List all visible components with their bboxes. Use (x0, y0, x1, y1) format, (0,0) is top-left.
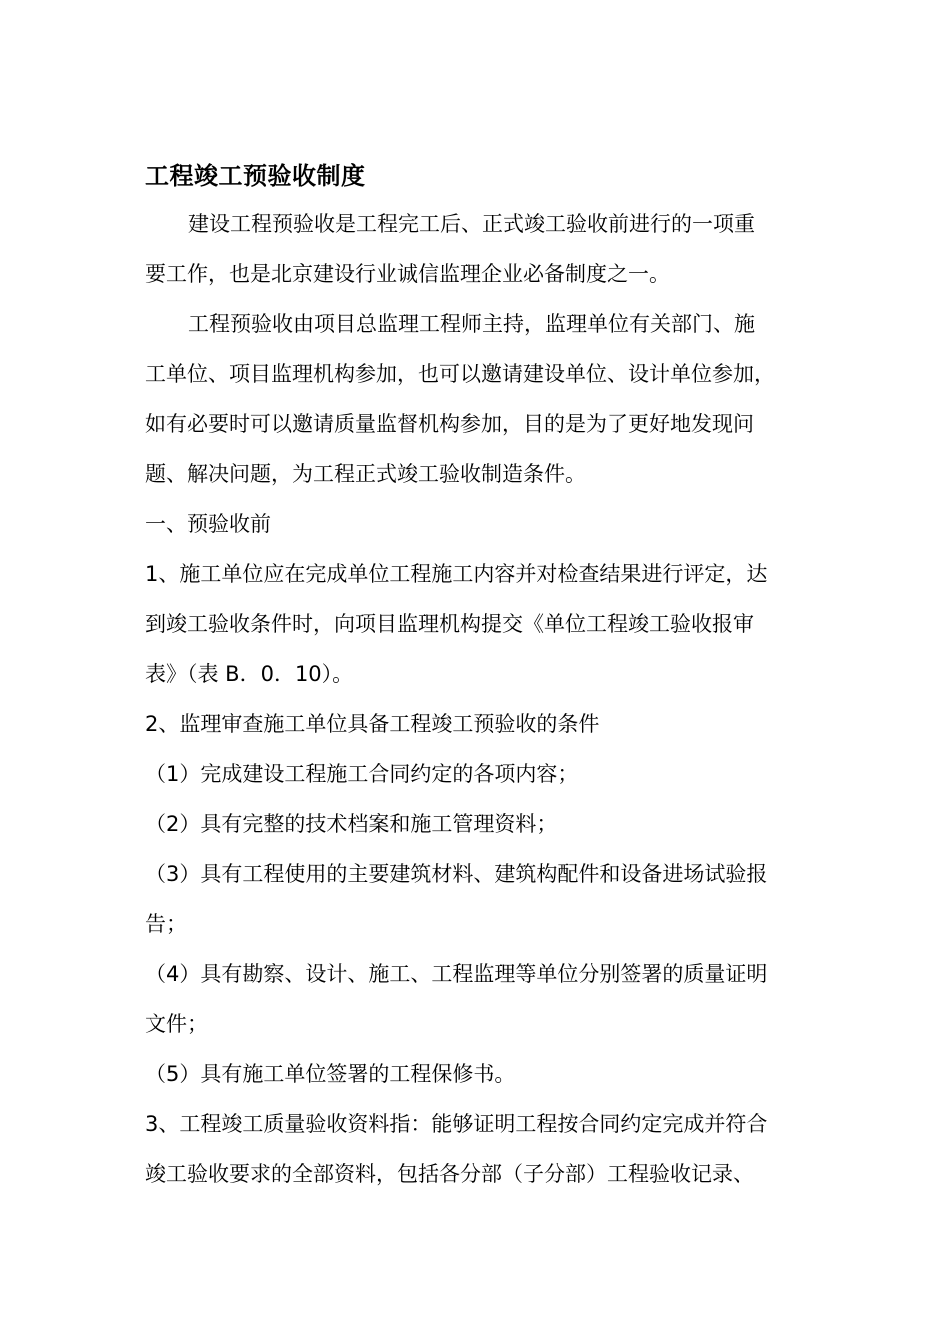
item-1-line-3: 表》（表 B．0．10）。 (145, 662, 354, 686)
paragraph-line-1: 建设工程预验收是工程完工后、正式竣工验收前进行的一项重 (188, 212, 755, 236)
paragraph-line-6: 题、解决问题，为工程正式竣工验收制造条件。 (145, 462, 586, 486)
condition-3-line-2: 告； (145, 912, 187, 936)
paragraph-line-5: 如有必要时可以邀请质量监督机构参加，目的是为了更好地发现问 (145, 412, 754, 436)
item-2-heading: 2、监理审查施工单位具备工程竣工预验收的条件 (145, 712, 600, 736)
condition-3-line-1: （3）具有工程使用的主要建筑材料、建筑构配件和设备进场试验报 (145, 862, 768, 886)
section-heading: 一、预验收前 (145, 512, 271, 536)
paragraph-line-2: 要工作，也是北京建设行业诚信监理企业必备制度之一。 (145, 262, 670, 286)
condition-4-line-1: （4）具有勘察、设计、施工、工程监理等单位分别签署的质量证明 (145, 962, 768, 986)
item-3-line-1: 3、工程竣工质量验收资料指：能够证明工程按合同约定完成并符合 (145, 1112, 768, 1136)
document-title: 工程竣工预验收制度 (145, 162, 366, 190)
item-3-line-2: 竣工验收要求的全部资料，包括各分部（子分部）工程验收记录、 (145, 1162, 754, 1186)
item-1-line-2: 到竣工验收条件时，向项目监理机构提交《单位工程竣工验收报审 (145, 612, 754, 636)
condition-5: （5）具有施工单位签署的工程保修书。 (145, 1062, 516, 1086)
paragraph-line-4: 工单位、项目监理机构参加，也可以邀请建设单位、设计单位参加， (145, 362, 775, 386)
condition-4-line-2: 文件； (145, 1012, 208, 1036)
item-1-line-1: 1、施工单位应在完成单位工程施工内容并对检查结果进行评定，达 (145, 562, 768, 586)
paragraph-line-3: 工程预验收由项目总监理工程师主持，监理单位有关部门、施 (188, 312, 755, 336)
condition-2: （2）具有完整的技术档案和施工管理资料； (145, 812, 558, 836)
condition-1: （1）完成建设工程施工合同约定的各项内容； (145, 762, 579, 786)
